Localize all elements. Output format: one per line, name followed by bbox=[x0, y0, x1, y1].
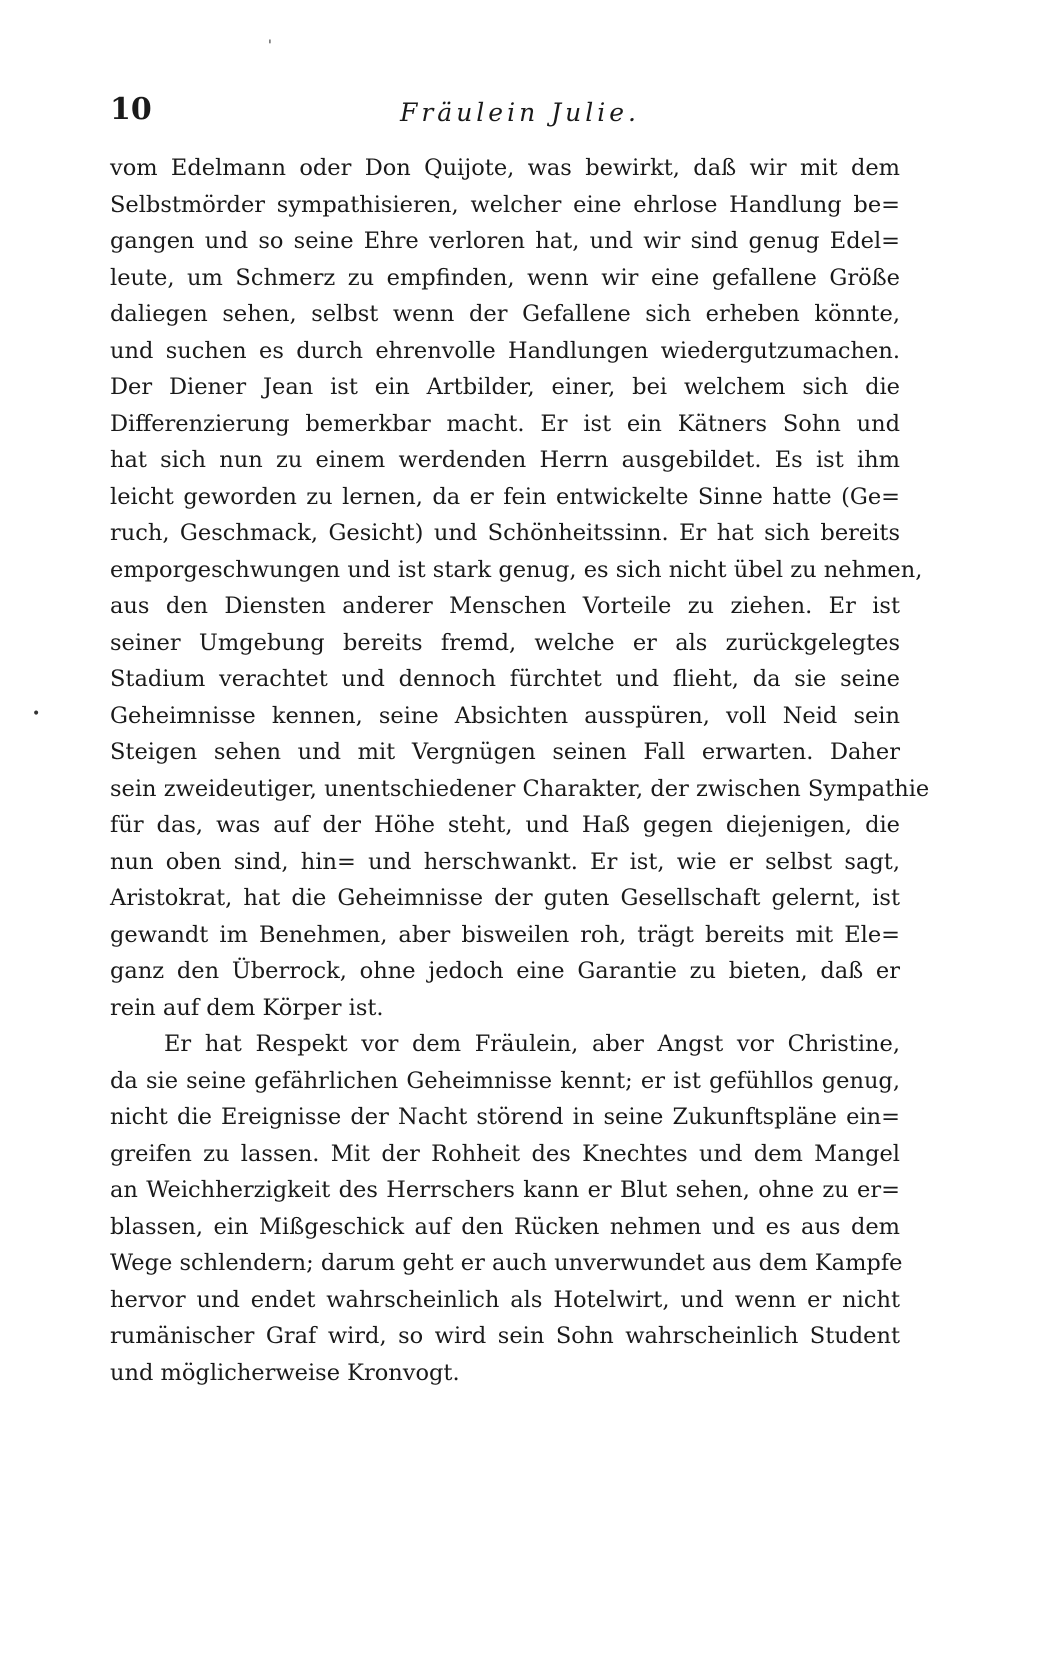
text-line: Der Diener Jean ist ein Artbilder, einer, bei welchem sich die bbox=[110, 374, 900, 400]
text-line: ganz den Überrock, ohne jedoch eine Garantie zu bieten, daß er bbox=[110, 958, 900, 984]
text-line: seiner Umgebung bereits fremd, welche er als zurückgelegtes bbox=[110, 629, 900, 656]
text-line: Stadium verachtet und dennoch fürchtet und flieht, da sie seine bbox=[110, 666, 900, 692]
paragraph-1 bbox=[110, 150, 930, 1026]
text-line: vom Edelmann oder Don Quijote, was bewirkt, daß wir mit dem bbox=[110, 155, 900, 181]
text-line: Wege schlendern; darum geht er auch unverwundet aus dem Kampfe bbox=[110, 1250, 903, 1276]
page-number: 10 bbox=[110, 92, 152, 127]
text-line: für das, was auf der Höhe steht, und Haß gegen diejenigen, die bbox=[110, 812, 900, 838]
text-line: ruch, Geschmack, Gesicht) und Schönheitssinn. Er hat sich bereits bbox=[110, 520, 900, 546]
text-line: leicht geworden zu lernen, da er fein entwickelte Sinne hatte (Ge= bbox=[110, 483, 900, 510]
text-line: und suchen es durch ehrenvolle Handlungen wiedergutzumachen. bbox=[110, 337, 900, 364]
stray-dot: • bbox=[32, 706, 41, 722]
text-line: rein auf dem Körper ist. bbox=[110, 994, 384, 1021]
stray-mark: ' bbox=[268, 38, 272, 54]
text-line: da sie seine gefährlichen Geheimnisse kennt; er ist gefühllos genug, bbox=[110, 1067, 900, 1094]
text-line: aus den Diensten anderer Menschen Vorteile zu ziehen. Er ist bbox=[110, 593, 900, 619]
text-line: emporgeschwungen und ist stark genug, es sich nicht übel zu nehmen, bbox=[110, 556, 923, 583]
text-line: daliegen sehen, selbst wenn der Gefallene sich erheben könnte, bbox=[110, 301, 900, 327]
text-line: Geheimnisse kennen, seine Absichten ausspüren, voll Neid sein bbox=[110, 702, 900, 729]
text-line: greifen zu lassen. Mit der Rohheit des Knechtes und dem Mangel bbox=[110, 1140, 900, 1167]
text-line: Differenzierung bemerkbar macht. Er ist ein Kätners Sohn und bbox=[110, 410, 900, 437]
text-line: Selbstmörder sympathisieren, welcher eine ehrlose Handlung be= bbox=[110, 191, 900, 218]
text-line: nicht die Ereignisse der Nacht störend in seine Zukunftspläne ein= bbox=[110, 1104, 900, 1130]
text-line: nun oben sind, hin= und herschwankt. Er ist, wie er selbst sagt, bbox=[110, 848, 900, 875]
running-title: Fräulein Julie. bbox=[400, 98, 640, 127]
text-line: Aristokrat, hat die Geheimnisse der guten Gesellschaft gelernt, ist bbox=[110, 885, 900, 911]
text-line: rumänischer Graf wird, so wird sein Sohn wahrscheinlich Student bbox=[110, 1323, 900, 1349]
text-line: gewandt im Benehmen, aber bisweilen roh, trägt bereits mit Ele= bbox=[110, 921, 900, 948]
text-line: und möglicherweise Kronvogt. bbox=[110, 1359, 460, 1386]
page-header bbox=[110, 92, 900, 132]
text-line: gangen und so seine Ehre verloren hat, und wir sind genug Edel= bbox=[110, 228, 900, 254]
body-text bbox=[110, 150, 930, 1391]
text-line: Er hat Respekt vor dem Fräulein, aber Angst vor Christine, bbox=[164, 1031, 900, 1057]
paragraph-2 bbox=[110, 1026, 903, 1391]
text-line: hat sich nun zu einem werdenden Herrn ausgebildet. Es ist ihm bbox=[110, 447, 900, 473]
text-line: hervor und endet wahrscheinlich als Hotelwirt, und wenn er nicht bbox=[110, 1286, 900, 1313]
text-line: sein zweideutiger, unentschiedener Charakter, der zwischen Sympathie bbox=[110, 775, 930, 802]
text-line: leute, um Schmerz zu empfinden, wenn wir eine gefallene Größe bbox=[110, 264, 900, 291]
text-line: Steigen sehen und mit Vergnügen seinen Fall erwarten. Daher bbox=[110, 739, 900, 765]
text-line: an Weichherzigkeit des Herrschers kann er Blut sehen, ohne zu er= bbox=[110, 1177, 900, 1203]
text-line: blassen, ein Mißgeschick auf den Rücken nehmen und es aus dem bbox=[110, 1213, 900, 1240]
